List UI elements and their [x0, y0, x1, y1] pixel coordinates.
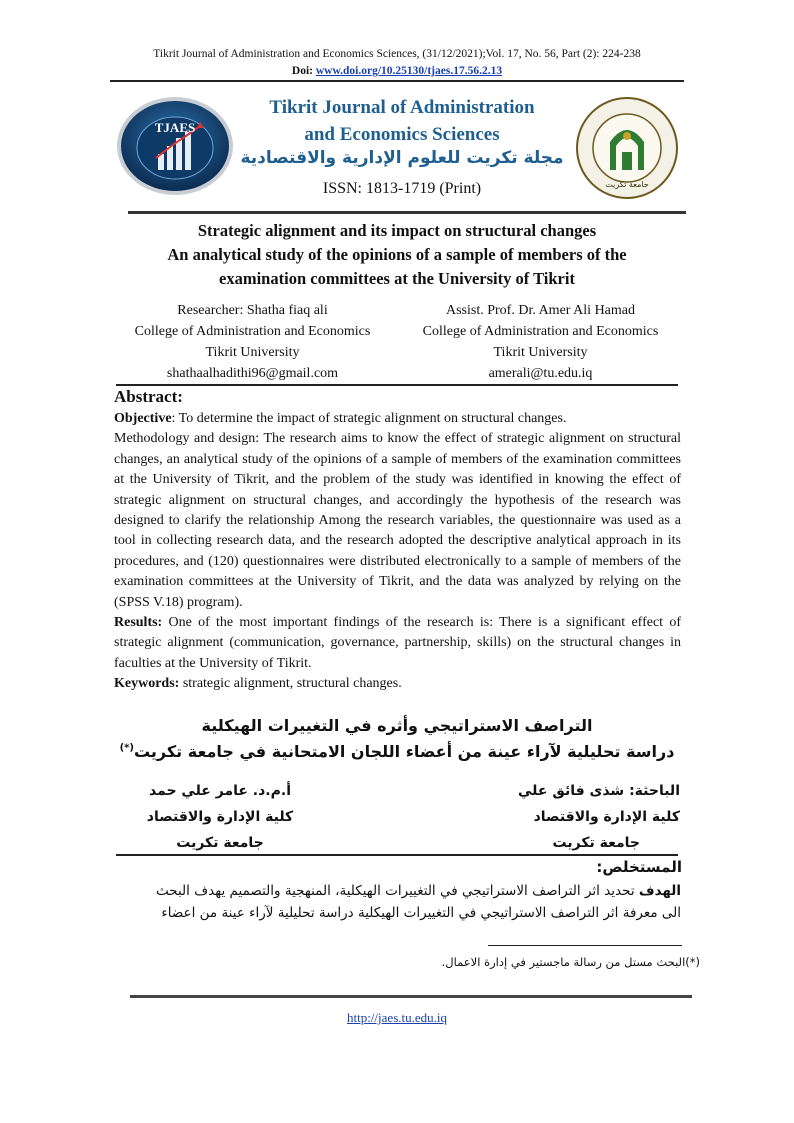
- college-logo: [572, 96, 682, 200]
- journal-title-arabic: مجلة تكريت للعلوم الإدارية والاقتصادية: [240, 148, 564, 168]
- arabic-author-left-college: كلية الإدارة والاقتصاد: [146, 809, 294, 825]
- arabic-title-line2: [100, 742, 694, 761]
- authors-rule: [116, 384, 678, 386]
- doi-label: Doi:: [291, 65, 313, 77]
- arabic-abstract-heading: المستخلص:: [596, 858, 682, 876]
- abstract-results: [114, 613, 681, 674]
- arabic-author-left: [120, 778, 320, 856]
- paper-title-line3: examination committees at the University of Tikrit: [219, 269, 575, 288]
- footnote-mark: (*): [685, 955, 700, 969]
- footer-url-wrap: [0, 1009, 794, 1027]
- footnote-text: البحث مستل من رسالة ماجستير في إدارة الاعمال.: [441, 955, 686, 969]
- author-2-university: Tikrit University: [493, 345, 588, 360]
- arabic-abstract-line1-text: تحديد اثر التراصف الاستراتيجي في التغييرات الهيكلية، المنهجية والتصميم يهدف البحث: [155, 883, 639, 899]
- footer-rule: [130, 995, 692, 998]
- citation-line: Tikrit Journal of Administration and Economics Sciences, (31/12/2021);Vol. 17, No. 56, Part (2): 224-238: [153, 48, 641, 60]
- arabic-abstract-line1: [114, 880, 681, 902]
- author-1: [110, 300, 395, 384]
- author-1-name: Researcher: Shatha fiaq ali: [177, 303, 328, 318]
- author-1-email[interactable]: shathaalhadithi96@gmail.com: [166, 366, 339, 381]
- arabic-title-note-mark: (*): [119, 742, 134, 754]
- journal-title-line2: and Economics Sciences: [304, 124, 500, 145]
- author-2-name: Assist. Prof. Dr. Amer Ali Hamad: [446, 303, 635, 318]
- arabic-author-right-university: جامعة تكريت: [552, 835, 640, 851]
- arabic-author-right-college: كلية الإدارة والاقتصاد: [533, 809, 680, 825]
- arabic-author-right: [440, 778, 680, 856]
- abstract-keywords: [114, 674, 681, 694]
- masthead-rule: [128, 211, 686, 214]
- footnote-rule: [488, 945, 682, 946]
- arabic-title-line1: التراصف الاستراتيجي وأثره في التغييرات الهيكلية: [201, 716, 593, 735]
- abstract-body: [114, 409, 681, 695]
- doi-link[interactable]: www.doi.org/10.25130/tjaes.17.56.2.13: [315, 65, 503, 77]
- arabic-abstract-line2: الى معرفة اثر التراصف الاستراتيجي في التغييرات الهيكلية دراسة تحليلية لآراء عينة من اعضاء: [161, 905, 681, 921]
- results-text: One of the most important findings of the research is: There is a significant effect of strategic alignment (communication, governance, partnership, skills) on the structural changes in faculties at the University of Tikrit.: [114, 615, 681, 671]
- abstract-methodology: Methodology and design: The research aims to know the effect of strategic alignment on structural changes, an analytical study of the opinions of a sample of members of the examination committees at the University of Tikrit, and the problem of the study was identified in knowing the effect of strategic alignment on structural changes, and accordingly the hypothesis of the research was designed to clarify the relationship Among the research variables, the questionnaire was used as a tool in collecting research data, and the research adopted the descriptive analytical approach in its procedures, and (120) questionnaires were distributed electronically to a sample of members of the examination committees at the University of Tikrit, and the data was analyzed by relying on the (SPSS V.18) program).: [114, 431, 681, 610]
- arabic-author-left-name: أ.م.د. عامر علي حمد: [148, 783, 292, 799]
- results-label: Results:: [114, 615, 163, 631]
- author-2: [398, 300, 683, 384]
- author-2-college: College of Administration and Economics: [422, 324, 659, 339]
- header-rule: [110, 80, 684, 82]
- arabic-abstract-body: [114, 880, 681, 924]
- abstract-heading: Abstract:: [114, 387, 183, 406]
- keywords-label: Keywords:: [114, 676, 180, 692]
- issn: ISSN: 1813-1719 (Print): [322, 180, 482, 197]
- author-1-university: Tikrit University: [205, 345, 300, 360]
- arabic-author-left-university: جامعة تكريت: [176, 835, 264, 851]
- keywords-text: strategic alignment, structural changes.: [179, 676, 402, 692]
- footer-url[interactable]: http://jaes.tu.edu.iq: [346, 1010, 447, 1025]
- journal-title-line1: Tikrit Journal of Administration: [269, 97, 535, 118]
- abstract-objective: [114, 409, 681, 429]
- objective-label: Objective: [114, 411, 172, 426]
- footnote: [380, 955, 700, 969]
- author-2-email[interactable]: amerali@tu.edu.iq: [488, 366, 593, 381]
- arabic-authors-rule: [116, 854, 678, 856]
- arabic-title-line2-text: دراسة تحليلية لآراء عينة من أعضاء اللجان الامتحانية في جامعة تكريت: [133, 742, 675, 761]
- tjaes-logo-text: TJAES: [154, 120, 196, 135]
- college-logo-bottom: جامعة تكريت: [605, 180, 649, 189]
- doi-line: [0, 64, 794, 78]
- paper-title-line2: An analytical study of the opinions of a sample of members of the: [167, 245, 627, 264]
- arabic-author-right-name: الباحثة: شذى فائق علي: [518, 783, 680, 799]
- objective-text: : To determine the impact of strategic alignment on structural changes.: [171, 411, 567, 426]
- tjaes-logo: [116, 96, 234, 196]
- paper-title-line1: Strategic alignment and its impact on structural changes: [197, 221, 597, 240]
- author-1-college: College of Administration and Economics: [134, 324, 371, 339]
- arabic-abstract-label: الهدف: [638, 883, 681, 899]
